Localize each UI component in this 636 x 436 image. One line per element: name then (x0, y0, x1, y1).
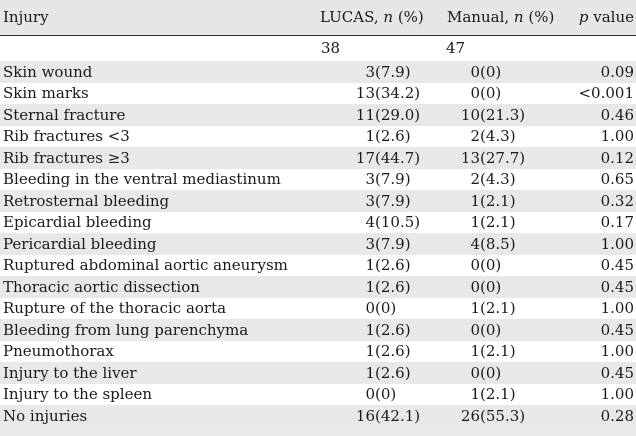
lucas-n: 3 (365, 62, 375, 81)
p-value: 0.45 (600, 277, 634, 296)
manual-n: 26 (460, 406, 480, 425)
manual-cell (443, 104, 566, 126)
manual-n: 1 (470, 191, 480, 210)
header-lucas-pct: (%) (393, 8, 424, 27)
lucas-n: 1 (365, 127, 375, 146)
manual-n: 0 (470, 277, 480, 296)
manual-cell (443, 190, 566, 212)
manual-cell (443, 405, 566, 427)
p-value: 0.45 (600, 320, 634, 339)
lucas-n: 1 (365, 256, 375, 275)
table-row (0, 319, 636, 341)
lucas-n: 11 (355, 105, 375, 124)
lucas-pct: (0) (375, 299, 397, 318)
lucas-cell (318, 126, 443, 148)
manual-pct: (0) (480, 256, 502, 275)
lucas-pct: (7.9) (375, 170, 411, 189)
table-row (0, 212, 636, 234)
header-manual-main: Manual, (447, 8, 514, 27)
manual-pct: (2.1) (480, 342, 516, 361)
lucas-n: 17 (355, 148, 375, 167)
p-value: 0.17 (600, 213, 634, 232)
p-value: 0.45 (600, 256, 634, 275)
p-value: 1.00 (600, 342, 634, 361)
injury-name: Skin wound (3, 62, 93, 81)
manual-pct: (0) (480, 320, 502, 339)
table-row (0, 341, 636, 363)
lucas-pct: (7.9) (375, 191, 411, 210)
lucas-n: 3 (365, 191, 375, 210)
header-injury (0, 0, 318, 35)
injury-name: Sternal fracture (3, 105, 126, 124)
lucas-cell (318, 212, 443, 234)
manual-n: 4 (470, 234, 480, 253)
lucas-count: 38 (321, 39, 341, 58)
p-value: 0.65 (600, 170, 634, 189)
table-row (0, 126, 636, 148)
p-value: 0.09 (600, 62, 634, 81)
manual-n: 1 (470, 213, 480, 232)
manual-n: 2 (470, 127, 480, 146)
lucas-cell (318, 255, 443, 277)
p-value: 0.28 (600, 406, 634, 425)
lucas-cell (318, 319, 443, 341)
lucas-pct: (2.6) (375, 342, 411, 361)
manual-cell (443, 384, 566, 406)
manual-cell (443, 126, 566, 148)
lucas-pct: (7.9) (375, 62, 411, 81)
lucas-pct: (34.2) (375, 84, 421, 103)
manual-pct: (0) (480, 277, 502, 296)
manual-pct: (0) (480, 62, 502, 81)
header-lucas (318, 0, 443, 35)
lucas-pct: (2.6) (375, 363, 411, 382)
p-value: 0.12 (600, 148, 634, 167)
lucas-n: 13 (355, 84, 375, 103)
lucas-n: 16 (355, 406, 375, 425)
injury-name: Bleeding from lung parenchyma (3, 320, 249, 339)
manual-n: 0 (470, 62, 480, 81)
p-value: 0.32 (600, 191, 634, 210)
p-value: 1.00 (600, 385, 634, 404)
manual-n: 0 (470, 256, 480, 275)
manual-cell (443, 83, 566, 105)
injury-name: Pericardial bleeding (3, 234, 157, 253)
injury-name: Rupture of the thoracic aorta (3, 299, 227, 318)
manual-cell (443, 276, 566, 298)
lucas-pct: (42.1) (375, 406, 421, 425)
table-row (0, 83, 636, 105)
lucas-cell (318, 147, 443, 169)
table-row (0, 169, 636, 191)
p-value: 1.00 (600, 127, 634, 146)
injury-name: Skin marks (3, 84, 89, 103)
lucas-cell (318, 341, 443, 363)
header-manual-n: n (513, 8, 524, 27)
injury-name: Injury to the liver (3, 363, 137, 382)
manual-n: 0 (470, 84, 480, 103)
manual-pct: (8.5) (480, 234, 516, 253)
lucas-n: 0 (365, 299, 375, 318)
lucas-n: 1 (365, 363, 375, 382)
lucas-cell (318, 61, 443, 83)
p-value: <0.001 (578, 84, 634, 103)
p-value: 0.45 (600, 363, 634, 382)
header-injury-label: Injury (3, 8, 49, 27)
manual-pct: (0) (480, 84, 502, 103)
manual-pct: (21.3) (480, 105, 526, 124)
manual-n: 1 (470, 299, 480, 318)
manual-n: 0 (470, 320, 480, 339)
manual-cell (443, 169, 566, 191)
table-row (0, 276, 636, 298)
table-row (0, 233, 636, 255)
injury-name: Ruptured abdominal aortic aneurysm (3, 256, 288, 275)
manual-cell (443, 298, 566, 320)
manual-n: 2 (470, 170, 480, 189)
lucas-cell (318, 104, 443, 126)
manual-cell (443, 61, 566, 83)
manual-n: 0 (470, 363, 480, 382)
lucas-pct: (29.0) (375, 105, 421, 124)
injury-name: Retrosternal bleeding (3, 191, 170, 210)
injury-name: Pneumothorax (3, 342, 114, 361)
group-count-row (0, 35, 636, 61)
manual-pct: (4.3) (480, 170, 516, 189)
lucas-pct: (7.9) (375, 234, 411, 253)
count-row-p (566, 35, 636, 61)
lucas-cell (318, 298, 443, 320)
lucas-pct: (2.6) (375, 320, 411, 339)
manual-pct: (4.3) (480, 127, 516, 146)
manual-cell (443, 319, 566, 341)
manual-pct: (27.7) (480, 148, 526, 167)
table-row (0, 255, 636, 277)
table-row (0, 61, 636, 83)
manual-pct: (2.1) (480, 299, 516, 318)
lucas-cell (318, 405, 443, 427)
manual-pct: (0) (480, 363, 502, 382)
lucas-cell (318, 83, 443, 105)
manual-pct: (55.3) (480, 406, 526, 425)
header-p-value (566, 0, 636, 35)
lucas-cell (318, 169, 443, 191)
manual-n: 1 (470, 342, 480, 361)
manual-cell (443, 362, 566, 384)
table-row (0, 298, 636, 320)
table-row (0, 147, 636, 169)
manual-n: 10 (460, 105, 480, 124)
lucas-pct: (2.6) (375, 127, 411, 146)
table-row (0, 104, 636, 126)
header-manual-pct: (%) (523, 8, 555, 27)
table-row (0, 190, 636, 212)
lucas-cell (318, 233, 443, 255)
injury-name: Injury to the spleen (3, 385, 152, 404)
injury-name: Bleeding in the ventral mediastinum (3, 170, 281, 189)
p-value: 1.00 (600, 299, 634, 318)
header-lucas-main: LUCAS, (320, 8, 384, 27)
header-p-italic: p (578, 8, 589, 27)
header-manual (443, 0, 566, 35)
lucas-cell (318, 190, 443, 212)
injury-name: Epicardial bleeding (3, 213, 152, 232)
manual-count-cell (443, 35, 566, 61)
header-lucas-n: n (383, 8, 394, 27)
manual-n: 13 (460, 148, 480, 167)
manual-cell (443, 147, 566, 169)
manual-pct: (2.1) (480, 213, 516, 232)
table-row (0, 405, 636, 427)
manual-pct: (2.1) (480, 191, 516, 210)
manual-pct: (2.1) (480, 385, 516, 404)
lucas-pct: (0) (375, 385, 397, 404)
manual-n: 1 (470, 385, 480, 404)
lucas-n: 0 (365, 385, 375, 404)
manual-cell (443, 255, 566, 277)
lucas-pct: (10.5) (375, 213, 421, 232)
lucas-n: 1 (365, 342, 375, 361)
lucas-n: 1 (365, 320, 375, 339)
p-value: 1.00 (600, 234, 634, 253)
table-row (0, 362, 636, 384)
lucas-cell (318, 384, 443, 406)
lucas-pct: (2.6) (375, 277, 411, 296)
lucas-cell (318, 362, 443, 384)
manual-cell (443, 212, 566, 234)
lucas-n: 1 (365, 277, 375, 296)
lucas-count-cell (318, 35, 443, 61)
p-value: 0.46 (600, 105, 634, 124)
table-header-row (0, 0, 636, 35)
lucas-n: 3 (365, 170, 375, 189)
count-row-label (0, 35, 318, 61)
manual-count: 47 (446, 39, 466, 58)
header-p-rest: value (588, 8, 634, 27)
lucas-cell (318, 276, 443, 298)
lucas-pct: (44.7) (375, 148, 421, 167)
lucas-pct: (2.6) (375, 256, 411, 275)
lucas-n: 4 (365, 213, 375, 232)
manual-cell (443, 233, 566, 255)
injury-name: Thoracic aortic dissection (3, 277, 200, 296)
injury-name: No injuries (3, 406, 88, 425)
injury-name: Rib fractures ≥3 (3, 148, 130, 167)
table-row (0, 384, 636, 406)
injury-name: Rib fractures <3 (3, 127, 130, 146)
lucas-n: 3 (365, 234, 375, 253)
manual-cell (443, 341, 566, 363)
